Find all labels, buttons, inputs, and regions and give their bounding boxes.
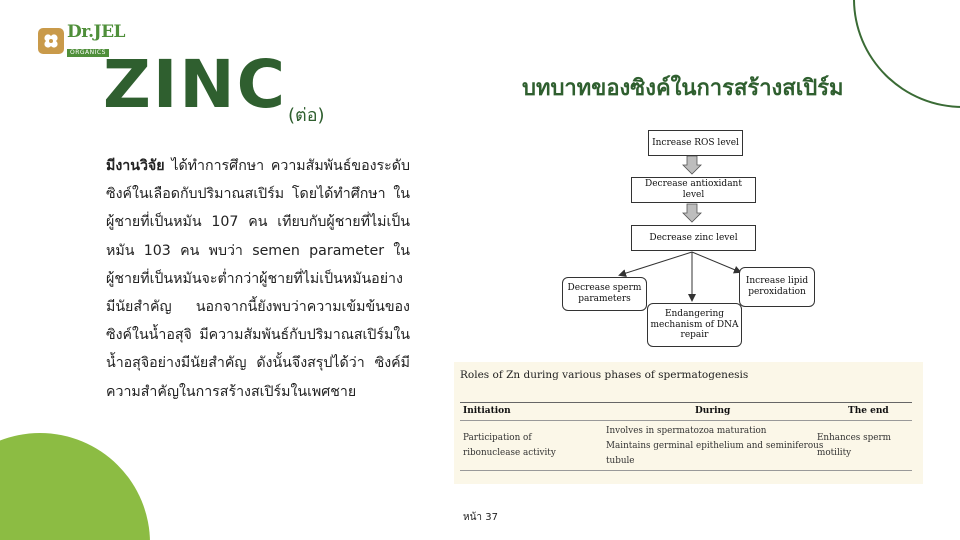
flow-outcome-lipid: Increase lipid peroxidation [739, 267, 815, 307]
table-cell-initiation: Participation of ribonuclease activity [463, 433, 556, 458]
page-title: ZINC [103, 46, 288, 123]
logo-brand: Dr.JEL [67, 22, 126, 42]
page-number: หน้า 37 [463, 512, 498, 523]
table-header-rule [460, 420, 912, 421]
block-arrow-2 [683, 204, 701, 222]
table-bottom-rule [460, 470, 912, 471]
flow-outcome-dna: Endangering mechanism of DNA repair [647, 303, 742, 347]
table-top-rule [460, 402, 912, 403]
clover-icon [38, 28, 64, 54]
decorative-ring [853, 0, 960, 108]
body-text: ได้ทำการศึกษา ความสัมพันธ์ของระดับซิงค์ในเลือดกับปริมาณสเปิร์ม โดยได้ทำศึกษา ในผู้ชายที่เป็นหมัน 107 คน เทียบกับผู้ชายที่ไม่เป็นหมัน 103 คน พบว่า semen parameter ในผู้ชายที่เป็นหมันจะต่ำกว่าผู้ชายที่ไม่เป็นหมันอย่างมีนัยสำคัญ นอกจากนี้ยังพบว่าความเข้มข้นของซิงค์ในน้ำอสุจิ มีความสัมพันธ์กับปริมาณสเปิร์มในน้ำอสุจิอย่างมีนัยสำคัญ ดังนั้นจึงสรุปได้ว่า ซิงค์มีความสำคัญในการสร้างสเปิร์มในเพศชาย [106, 158, 410, 400]
zinc-flowchart [555, 125, 825, 350]
logo-subtitle: ORGANICS [67, 49, 109, 57]
flow-outcome-sperm: Decrease sperm parameters [562, 277, 647, 311]
table-cell-during-1: Involves in spermatozoa maturation [606, 426, 767, 436]
arrow-left [620, 252, 692, 275]
table-caption: Roles of Zn during various phases of spermatogenesis [460, 369, 749, 381]
decorative-green-circle [0, 433, 150, 540]
roles-table [454, 362, 923, 484]
flow-step-ros: Increase ROS level [648, 130, 743, 156]
section-heading: บทบาทของซิงค์ในการสร้างสเปิร์ม [522, 76, 844, 101]
body-paragraph [106, 152, 410, 406]
table-header-end: The end [848, 406, 889, 416]
table-cell-during-2: Maintains germinal epithelium and seminiferous tubule [606, 441, 824, 466]
flow-step-zinc: Decrease zinc level [631, 225, 756, 251]
flow-step-antioxidant: Decrease antioxidant level [631, 177, 756, 203]
arrow-right [692, 252, 740, 272]
table-header-initiation: Initiation [463, 406, 511, 416]
body-lead: มีงานวิจัย [106, 158, 165, 174]
table-header-during: During [695, 406, 731, 416]
title-continued: (ต่อ) [288, 105, 325, 126]
block-arrow-1 [683, 156, 701, 174]
table-cell-end: Enhances sperm motility [817, 433, 892, 458]
